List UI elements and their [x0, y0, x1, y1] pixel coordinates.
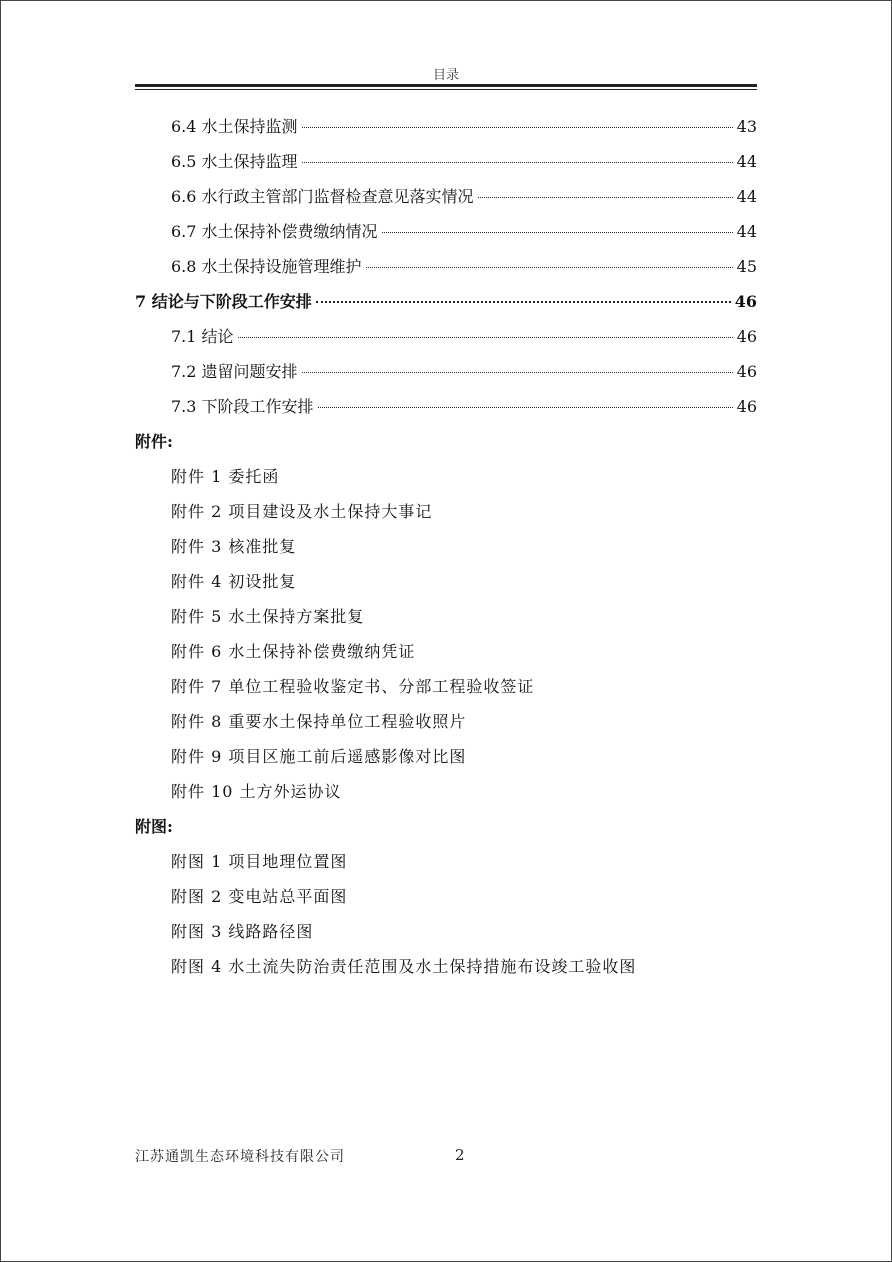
attachment-item: 附件 6 水土保持补偿费缴纳凭证: [171, 642, 416, 661]
toc-entry-page: 45: [736, 257, 757, 276]
figure-item: 附图 3 线路路径图: [171, 922, 314, 941]
toc-entry-label: 7 结论与下阶段工作安排: [135, 292, 312, 311]
toc-entry-page: 46: [736, 397, 757, 416]
attachment-item: 附件 1 委托函: [171, 467, 280, 486]
toc-chapter-entry[interactable]: [135, 284, 757, 319]
table-of-contents: [135, 109, 757, 984]
toc-section-entry[interactable]: [135, 214, 757, 249]
attachment-item: 附件 4 初设批复: [171, 572, 297, 591]
toc-entries: [135, 109, 757, 424]
attachment-item: 附件 5 水土保持方案批复: [171, 607, 365, 626]
toc-dot-leader: [382, 232, 733, 233]
toc-section-entry[interactable]: [135, 249, 757, 284]
footer-company: 江苏通凯生态环境科技有限公司: [135, 1149, 345, 1165]
toc-dot-leader: [302, 372, 733, 373]
toc-entry-label: 7.3 下阶段工作安排: [171, 397, 314, 416]
toc-entry-label: 6.6 水行政主管部门监督检查意见落实情况: [171, 187, 474, 206]
toc-entry-label: 6.5 水土保持监理: [171, 152, 298, 171]
attachment-item: 附件 2 项目建设及水土保持大事记: [171, 502, 433, 521]
toc-dot-leader: [478, 197, 733, 198]
attachments-heading: 附件:: [135, 432, 173, 451]
toc-entry-page: 43: [736, 117, 757, 136]
figures-list: [135, 844, 757, 984]
figure-item: 附图 2 变电站总平面图: [171, 887, 348, 906]
header-rule-thin: [135, 89, 757, 90]
toc-dot-leader: [302, 162, 733, 163]
toc-entry-page: 46: [736, 362, 757, 381]
toc-dot-leader: [318, 407, 733, 408]
toc-entry-page: 44: [736, 187, 757, 206]
attachment-item: 附件 9 项目区施工前后遥感影像对比图: [171, 747, 467, 766]
toc-section-entry[interactable]: [135, 389, 757, 424]
figure-item: 附图 4 水土流失防治责任范围及水土保持措施布设竣工验收图: [171, 957, 637, 976]
toc-entry-label: 6.4 水土保持监测: [171, 117, 298, 136]
attachment-item: 附件 7 单位工程验收鉴定书、分部工程验收签证: [171, 677, 535, 696]
toc-section-entry[interactable]: [135, 179, 757, 214]
toc-entry-page: 46: [734, 292, 757, 311]
toc-entry-page: 44: [736, 222, 757, 241]
toc-entry-page: 46: [736, 327, 757, 346]
page-header-title: 目录: [432, 68, 459, 83]
attachment-item: 附件 3 核准批复: [171, 537, 297, 556]
toc-section-entry[interactable]: [135, 354, 757, 389]
footer-page-number: 2: [455, 1146, 465, 1164]
attachment-item: 附件 10 土方外运协议: [171, 782, 342, 801]
toc-entry-label: 6.8 水土保持设施管理维护: [171, 257, 362, 276]
toc-section-entry[interactable]: [135, 109, 757, 144]
toc-dot-leader: [366, 267, 733, 268]
toc-section-entry[interactable]: [135, 319, 757, 354]
toc-dot-leader: [316, 301, 731, 303]
toc-section-entry[interactable]: [135, 144, 757, 179]
figures-heading: 附图:: [135, 817, 173, 836]
toc-dot-leader: [302, 127, 733, 128]
attachments-list: [135, 459, 757, 809]
toc-entry-label: 7.2 遗留问题安排: [171, 362, 298, 381]
toc-entry-page: 44: [736, 152, 757, 171]
toc-entry-label: 7.1 结论: [171, 327, 234, 346]
attachment-item: 附件 8 重要水土保持单位工程验收照片: [171, 712, 467, 731]
header-rule-thick: [135, 84, 757, 87]
toc-entry-label: 6.7 水土保持补偿费缴纳情况: [171, 222, 378, 241]
figure-item: 附图 1 项目地理位置图: [171, 852, 348, 871]
toc-dot-leader: [238, 337, 733, 338]
